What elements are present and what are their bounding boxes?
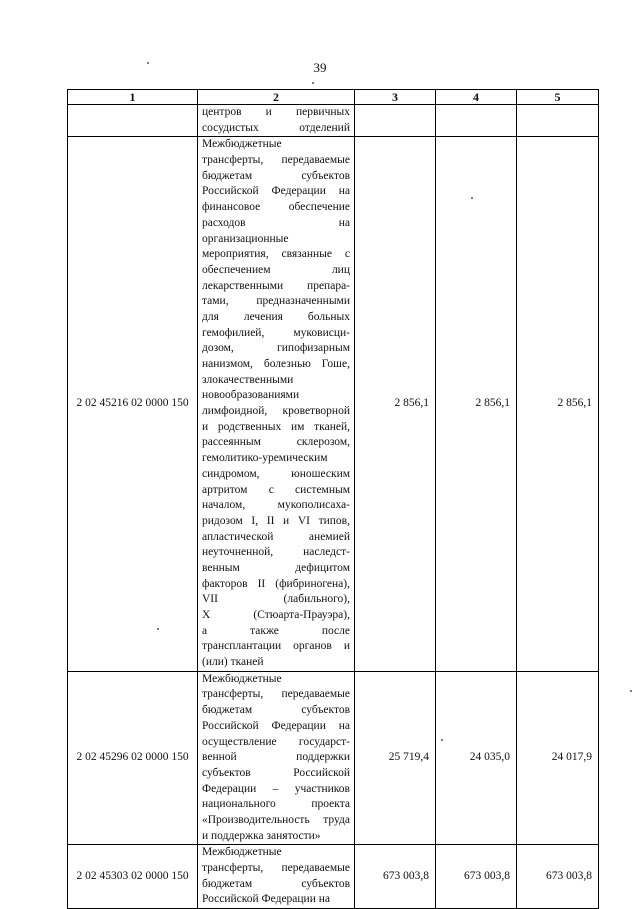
amount-col4-cell: 2 856,1: [436, 137, 517, 671]
amount-col5-cell: 673 003,8: [517, 845, 599, 909]
description-line: факторов II (фибриногена),: [202, 577, 350, 590]
budget-code-cell: 2 02 45296 02 0000 150: [68, 671, 198, 845]
header-col-1: 1: [68, 90, 198, 105]
amount-col3-cell: 2 856,1: [355, 137, 436, 671]
scan-speck: [312, 82, 314, 84]
table-row: [68, 671, 599, 845]
description-line: синдромом, юношеским: [202, 467, 350, 480]
description-line: злокачественными: [202, 373, 294, 386]
description-cell: [198, 671, 355, 845]
table-row: [68, 845, 599, 909]
description-line: мероприятия, связанные с: [202, 248, 350, 261]
description-line: национального проекта: [202, 798, 350, 811]
description-line: обеспечением лиц: [202, 263, 350, 276]
description-line: расходов на: [202, 216, 350, 229]
description-cell: [198, 137, 355, 671]
description-line: Федерации – участников: [202, 782, 350, 795]
description-cell: [198, 105, 355, 137]
amount-col4-cell: 24 035,0: [436, 671, 517, 845]
description-line: апластической анемией: [202, 530, 350, 543]
budget-table: [67, 89, 599, 909]
amount-col4-cell: 673 003,8: [436, 845, 517, 909]
header-row: [68, 90, 599, 105]
description-line: трансплантации органов и: [202, 640, 350, 653]
description-line: началом, мукополисаха-: [202, 499, 350, 512]
description-line: гемолитико-уремическим: [202, 452, 328, 465]
description-line: VII (лабильного),: [202, 593, 350, 606]
description-line: а также после: [202, 624, 350, 637]
amount-col3-cell: 673 003,8: [355, 845, 436, 909]
description-line: финансовое обеспечение: [202, 201, 350, 214]
description-line: гемофилией, муковисци-: [202, 326, 350, 339]
description-line: X (Стюарта-Прауэра),: [202, 609, 350, 621]
description-line: сосудистых отделений: [202, 121, 350, 134]
description-line: рассеянным склерозом,: [202, 436, 350, 449]
description-line: (или) тканей: [202, 656, 264, 669]
description-line: трансферты, передаваемые: [202, 154, 350, 167]
description-line: лекарственными препара-: [202, 279, 350, 292]
budget-code-cell: 2 02 45216 02 0000 150: [68, 137, 198, 671]
amount-col3-cell: [355, 105, 436, 137]
description-line: трансферты, передаваемые: [202, 688, 350, 701]
description-line: Межбюджетные: [202, 846, 282, 859]
description-line: Межбюджетные: [202, 672, 282, 685]
description-line: для лечения больных: [202, 310, 350, 323]
scan-speck: [147, 62, 149, 64]
description-line: дозом, гипофизарным: [202, 342, 350, 355]
scan-speck: [630, 690, 632, 692]
description-line: бюджетам субъектов: [202, 169, 350, 182]
description-line: бюджетам субъектов: [202, 877, 350, 890]
description-line: венной поддержки: [202, 751, 350, 764]
description-line: лимфоидной, кроветворной: [202, 405, 350, 418]
table-row: [68, 137, 599, 671]
description-line: осуществление государст-: [202, 735, 350, 748]
page-number: 39: [313, 60, 327, 75]
budget-code-cell: 2 02 45303 02 0000 150: [68, 845, 198, 909]
amount-col5-cell: 24 017,9: [517, 671, 599, 845]
description-line: новообразованиями: [202, 389, 300, 402]
header-col-3: 3: [355, 90, 436, 105]
description-line: и родственных им тканей,: [202, 420, 350, 433]
amount-col5-cell: 2 856,1: [517, 137, 599, 671]
description-line: артритом с системным: [202, 483, 350, 496]
header-col-2: 2: [198, 90, 355, 105]
description-line: тами, предназначенными: [202, 295, 350, 308]
description-line: и поддержка занятости»: [202, 829, 321, 842]
description-line: центров и первичных: [202, 106, 350, 118]
description-line: неуточненной, наследст-: [202, 546, 350, 559]
amount-col4-cell: [436, 105, 517, 137]
description-line: Межбюджетные: [202, 138, 282, 151]
description-line: организационные: [202, 232, 289, 245]
header-col-5: 5: [517, 90, 599, 105]
description-line: нанизмом, болезнью Гоше,: [202, 358, 350, 370]
description-line: венным дефицитом: [202, 561, 350, 574]
description-line: Российской Федерации на: [202, 893, 330, 906]
description-cell: [198, 845, 355, 909]
description-line: Российской Федерации на: [202, 719, 350, 732]
description-line: трансферты, передаваемые: [202, 862, 350, 874]
description-line: бюджетам субъектов: [202, 704, 350, 717]
description-line: субъектов Российской: [202, 766, 350, 779]
description-line: ридозом I, II и VI типов,: [202, 514, 350, 527]
description-line: Российской Федерации на: [202, 185, 350, 198]
budget-code-cell: [68, 105, 198, 137]
amount-col3-cell: 25 719,4: [355, 671, 436, 845]
table-row: [68, 105, 599, 137]
amount-col5-cell: [517, 105, 599, 137]
header-col-4: 4: [436, 90, 517, 105]
description-line: «Производительность труда: [202, 813, 350, 826]
